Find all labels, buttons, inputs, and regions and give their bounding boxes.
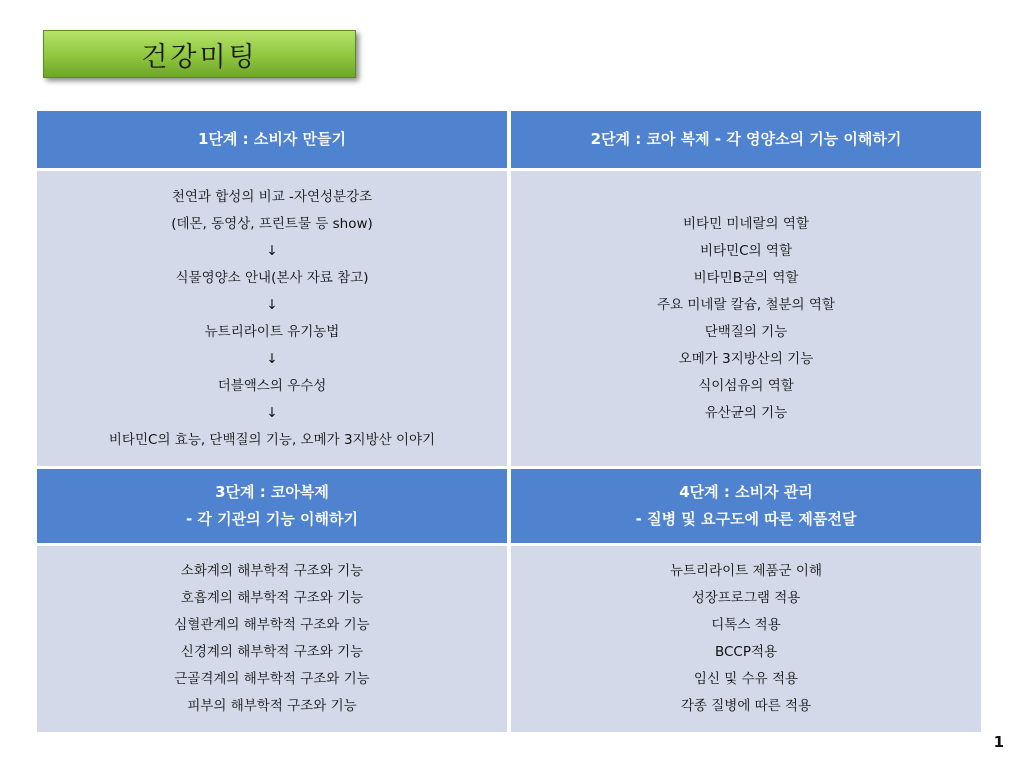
step-4-item: 디톡스 적용 (711, 617, 781, 633)
step-2-item: 오메가 3지방산의 기능 (678, 350, 814, 367)
step-4-header-line: - 질병 및 요구도에 따른 제품전달 (635, 510, 857, 528)
step-1-item: 식물영양소 안내(본사 자료 참고) (175, 269, 369, 286)
step-4-item: 임신 및 수유 적용 (693, 671, 799, 687)
step-2-header-line: 2단계 : 코아 복제 - 각 영양소의 기능 이해하기 (590, 130, 902, 148)
step-3-item: 근골격계의 해부학적 구조와 기능 (174, 671, 370, 687)
step-4-header-line: 4단계 : 소비자 관리 (679, 483, 813, 501)
step-3-header-line: 3단계 : 코아복제 (215, 483, 329, 501)
step-2-item: 비타민B군의 역할 (693, 269, 799, 286)
step-4-item: 각종 질병에 따른 적용 (680, 698, 812, 714)
step-4-item: 뉴트리라이트 제품군 이해 (669, 563, 823, 579)
step-2-header (511, 111, 981, 168)
down-arrow: ↓ (266, 404, 278, 421)
step-4-body (511, 546, 981, 732)
step-1-header (37, 111, 507, 168)
step-1-header-line: 1단계 : 소비자 만들기 (197, 130, 347, 148)
step-2-item: 유산균의 기능 (704, 404, 788, 421)
title-box (43, 30, 356, 78)
down-arrow: ↓ (266, 296, 278, 313)
slide-title: 건강미팅 (141, 41, 258, 73)
step-3-header-line: - 각 기관의 기능 이해하기 (185, 510, 358, 528)
step-1-item: 천연과 합성의 비교 -자연성분강조 (171, 188, 373, 205)
step-2-item: 비타민C의 역할 (700, 242, 792, 259)
step-3-item: 피부의 해부학적 구조와 기능 (187, 698, 357, 714)
step-2-body (511, 171, 981, 466)
step-2-item: 식이섬유의 역할 (698, 377, 794, 394)
steps-table (37, 111, 981, 732)
step-1-item: 비타민C의 효능, 단백질의 기능, 오메가 3지방산 이야기 (108, 431, 436, 448)
step-3-body (37, 546, 507, 732)
step-2-item: 비타민 미네랄의 역할 (683, 215, 809, 232)
step-1-item: (데몬, 동영상, 프린트물 등 show) (171, 215, 373, 232)
step-4-item: 성장프로그램 적용 (691, 590, 801, 606)
step-1-item: 뉴트리라이트 유기농법 (204, 323, 340, 340)
step-4-header (511, 469, 981, 543)
step-3-item: 심혈관계의 해부학적 구조와 기능 (174, 617, 370, 633)
step-2-item: 단백질의 기능 (704, 323, 788, 340)
step-1-body (37, 171, 507, 466)
step-4-item: BCCP적용 (714, 644, 778, 660)
step-3-header (37, 469, 507, 543)
page-number: 1 (993, 733, 1004, 751)
step-2-item: 주요 미네랄 칼슘, 철분의 역할 (657, 296, 835, 313)
step-1-item: 더블액스의 우수성 (217, 377, 327, 394)
down-arrow: ↓ (266, 242, 278, 259)
step-3-item: 신경계의 해부학적 구조와 기능 (180, 644, 364, 660)
step-3-item: 호흡계의 해부학적 구조와 기능 (180, 590, 364, 606)
step-3-item: 소화계의 해부학적 구조와 기능 (180, 563, 364, 579)
down-arrow: ↓ (266, 350, 278, 367)
